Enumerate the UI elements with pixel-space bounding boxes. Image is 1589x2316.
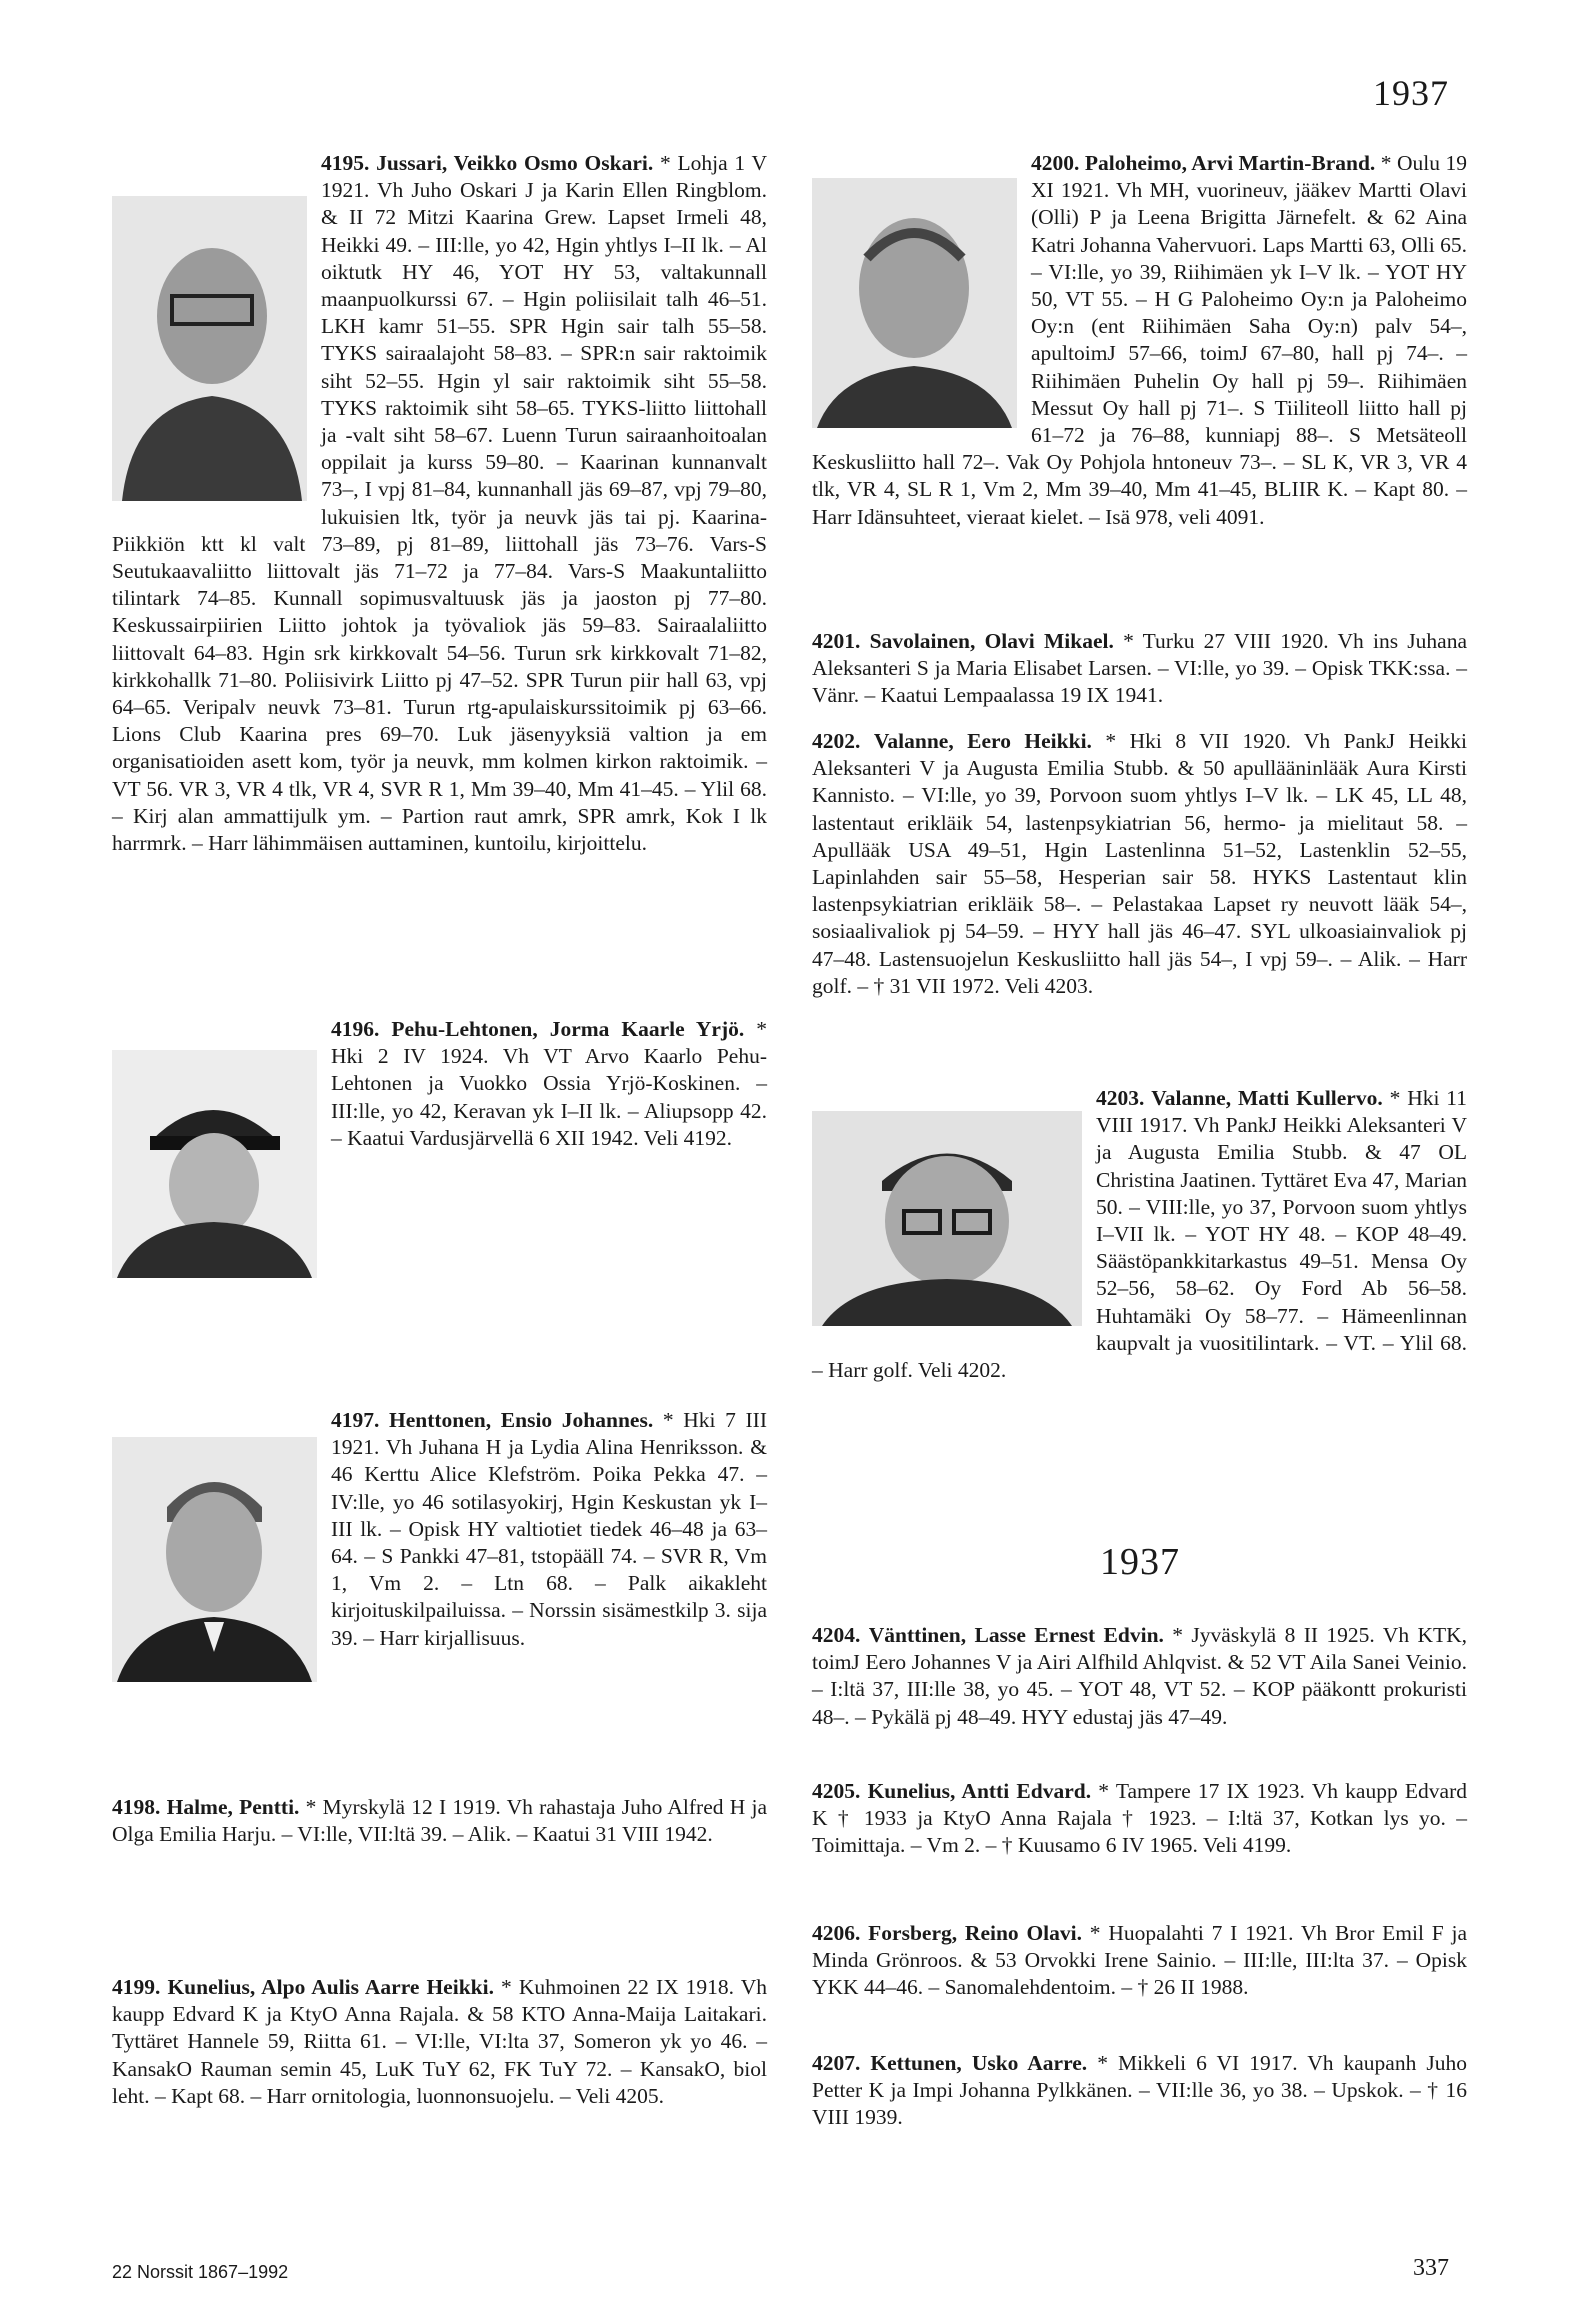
entry-text: * Myrskylä 12 I 1919. Vh rahastaja Juho Alfred H ja Olga Emilia Harju. – VI:lle, VII:ltä 39. – Alik. – Kaatui 31 VIII 1942.: [112, 1795, 768, 1847]
portrait-icon: [812, 178, 1017, 428]
entry-text: * Huopalahti 7 I 1921. Vh Bror Emil F ja Minda Grönroos. & 53 Orvokki Irene Sainio. – III:lle, III:lta 37. – Opisk YKK 44–46. – Sanomalehdentoim. – † 26 II 1988.: [812, 1921, 1467, 2000]
entry-number: 4198.: [112, 1795, 161, 1819]
entry-text: * Kuhmoinen 22 IX 1918. Vh kaupp Edvard K ja KtyO Anna Rajala. & 58 KTO Anna-Maija Laitakari. Tyttäret Hannele 59, Riitta 61. – VI:lle, VI:lta 37, Someron yk yo 46. – KansakO Rauman semin 45, LuK TuY 62, FK TuY 72. – KansakO, biol leht. – Kapt 68. – Harr ornitologia, luonnonsuojelu. – Veli 4205.: [112, 1975, 768, 2108]
page-number: 337: [1413, 2255, 1449, 2281]
page-year-header: 1937: [1373, 73, 1449, 113]
entry-name: Halme, Pentti.: [166, 1795, 300, 1819]
entry-text: * Turku 27 VIII 1920. Vh ins Juhana Aleksanteri S ja Maria Elisabet Larsen. – VI:lle, yo 39. – Opisk TKK:ssa. – Vänr. – Kaatui Lempaalassa 19 IX 1941.: [812, 629, 1467, 708]
entry-number: 4197.: [331, 1408, 380, 1432]
entry-number: 4205.: [812, 1779, 861, 1803]
entry-text: * Jyväskylä 8 II 1925. Vh KTK, toimJ Eero Johannes V ja Airi Alfhild Ahlqvist. & 52 VT Aila Sanei Veinio. – I:ltä 37, III:lle 38, yo 45. – YOT 48, VT 52. – KOP pääkontt prokuristi 48–. – Pykälä pj 48–49. HYY edustaj jäs 47–49.: [812, 1623, 1468, 1729]
footer-book-title: 22 Norssit 1867–1992: [112, 2262, 289, 2282]
entry-text: * Mikkeli 6 VI 1917. Vh kaupanh Juho Petter K ja Impi Johanna Pylkkänen. – VII:lle 36, yo 38. – Upskok. – † 16 VIII 1939.: [812, 2051, 1467, 2130]
entry-4199: [112, 1974, 767, 2110]
portrait-icon: [112, 1050, 317, 1278]
entry-name: Pehu-Lehtonen, Jorma Kaarle Yrjö.: [391, 1017, 745, 1041]
entry-name: Valanne, Matti Kullervo.: [1151, 1086, 1383, 1110]
entry-name: Kunelius, Alpo Aulis Aarre Heikki.: [167, 1975, 494, 1999]
entry-4197: [112, 1407, 767, 1686]
entry-name: Kunelius, Antti Edvard.: [867, 1779, 1092, 1803]
entry-4207: [812, 2050, 1467, 2132]
portrait-photo: [112, 196, 307, 501]
entry-number: 4195.: [321, 151, 370, 175]
portrait-photo: [812, 1111, 1082, 1326]
entry-number: 4207.: [812, 2051, 861, 2075]
entry-text: * Tampere 17 IX 1923. Vh kaupp Edvard K † 1933 ja KtyO Anna Rajala † 1923. – I:ltä 37, Kotkan lys yo. – Toimittaja. – Vm 2. – † Kuusamo 6 IV 1965. Veli 4199.: [812, 1779, 1468, 1858]
entry-text: * Oulu 19 XI 1921. Vh MH, vuorineuv, jääkev Martti Olavi (Olli) P ja Leena Brigitta Järnefelt. & 62 Aina Katri Johanna Vahervuori. Laps Martti 63, Olli 65. – VI:lle, yo 39, Riihimäen yk I–V lk. – YOT HY 50, VT 55. – H G Paloheimo Oy:n ja Paloheimo Oy:n (ent Riihimäen Saha Oy:n) palv 54–, apultoimJ 57–66, toimJ 67–80, hall pj 74–. – Riihimäen Puhelin Oy hall pj 59–. Riihimäen Messut Oy hall pj 71–. S Tiiliteoll liitto hall pj 61–72 ja 76–88, kunniapj 88–. S Metsäteoll Keskusliitto hall 72–. Vak Oy Pohjola hntoneuv 73–. – SL K, VR 3, VR 4 tlk, VR 4, SL R 1, Vm 2, Mm 39–40, Mm 41–45, BLIIR K. – Kapt 80. – Harr Idänsuhteet, vieraat kielet. – Isä 978, veli 4091.: [812, 151, 1468, 529]
entry-number: 4201.: [812, 629, 861, 653]
entry-4203: [812, 1085, 1467, 1384]
entry-text: * Hki 8 VII 1920. Vh PankJ Heikki Aleksanteri V ja Augusta Emilia Stubb. & 50 apullääninlääk Aura Kirsti Kannisto. – VI:lle, yo 39, Porvoon suom yhtlys I–V lk. – LK 45, LL 48, lastentaut erikläik 54, lastenpsykiatrian 56, hermo- ja mielitaut 58. – Apullääk USA 49–51, Hgin Lastenlinna 51–52, Lastenklin 52–55, Lapinlahden sair 55–58, Hesperian sair 58. HYKS Lastentaut klin lastenpsykiatrian erikläik 58–. – Pelastakaa Lapset ry neuvott lääk 54–, sosiaalivaliok pj 54–59. – HYY hall jäs 46–47. SYL ulkoasiainvaliok pj 47–48. Lastensuojelun Keskusliitto hall jäs 54–, I vpj 59–. – Alik. – Harr golf. – † 31 VII 1972. Veli 4203.: [812, 729, 1467, 998]
entry-name: Paloheimo, Arvi Martin-Brand.: [1084, 151, 1376, 175]
entry-4205: [812, 1778, 1467, 1860]
entry-name: Jussari, Veikko Osmo Oskari.: [376, 151, 654, 175]
entry-name: Forsberg, Reino Olavi.: [868, 1921, 1082, 1945]
entry-4204: [812, 1622, 1467, 1731]
entry-name: Henttonen, Ensio Johannes.: [389, 1408, 654, 1432]
entry-4195: [112, 150, 767, 857]
entry-name: Valanne, Eero Heikki.: [873, 729, 1092, 753]
portrait-icon: [112, 196, 307, 501]
entry-text: * Lohja 1 V 1921. Vh Juho Oskari J ja Karin Ellen Ringblom. & II 72 Mitzi Kaarina Grew. Lapset Irmeli 48, Heikki 49. – III:lle, yo 42, Hgin yhtlys I–II lk. – Al oiktutk HY 46, YOT HY 53, valtakunnall maanpuolkurssi 67. – Hgin poliisilait talh 46–51. LKH kamr 51–55. SPR Hgin sair talh 55–58. TYKS sairaalajoht 58–83. – SPR:n sair raktoimik siht 52–55. Hgin yl sair raktoimik siht 55–58. TYKS raktoimik siht 58–65. TYKS-liitto liittohall ja -valt siht 58–67. Luenn Turun sairaanhoitoalan oppilait ja kurss 59–80. – Kaarinan kunnanvalt 73–, I vpj 81–84, kunnanhall jäs 69–87, vpj 79–80, lukuisien ltk, työr ja neuvk jäs tai pj. Kaarina-Piikkiön ktt kl valt 73–89, pj 81–89, liittohall jäs 73–76. Vars-S Seutukaavaliitto liittovalt jäs 71–72 ja 77–84. Vars-S Maakuntaliitto tilintark 74–85. Kunnall sopimusvaltuusk jäs ja jaoston pj 77–80. Keskussairpiirien Liitto johtok ja työvaliok jäs 59–83. Sairaalaliitto liittovalt 64–83. Hgin srk kirkkovalt 54–56. Turun srk kirkkovalt 71–82, kirkkohallk 71–80. Poliisivirk Liitto pj 47–52. SPR Turun piir hall 63, vpj 64–65. Veripalv neuvk 73–81. Turun rtg-apulaiskurssitoimik pj 63–66. Lions Club Kaarina pres 69–70. Luk jäsenyyksiä valtion ja em organisatioiden asett kom, työr ja neuvk, mm kolmen kirkon raktoimik. – VT 56. VR 3, VR 4 tlk, VR 4, SVR R 1, Mm 39–40, Mm 41–45. – Ylil 68. – Kirj alan ammattijulk ym. – Partion raut amrk, SPR amrk, Kok I lk harrmrk. – Harr lähimmäisen auttaminen, kuntoilu, kirjoittelu.: [112, 151, 767, 856]
entry-name: Vänttinen, Lasse Ernest Edvin.: [868, 1623, 1164, 1647]
entry-number: 4203.: [1096, 1086, 1145, 1110]
entry-name: Kettunen, Usko Aarre.: [870, 2051, 1088, 2075]
entry-number: 4196.: [331, 1017, 380, 1041]
entry-4196: [112, 1016, 767, 1282]
portrait-photo: [812, 178, 1017, 428]
entry-number: 4206.: [812, 1921, 861, 1945]
entry-name: Savolainen, Olavi Mikael.: [869, 629, 1114, 653]
entry-number: 4200.: [1031, 151, 1080, 175]
portrait-icon: [812, 1111, 1082, 1326]
entry-4200: [812, 150, 1467, 531]
entry-number: 4199.: [112, 1975, 161, 1999]
portrait-photo: [112, 1437, 317, 1682]
entry-text: * Hki 11 VIII 1917. Vh PankJ Heikki Aleksanteri V ja Augusta Emilia Stubb. & 47 OL Christina Jaatinen. Tyttäret Eva 47, Marian 50. – VIII:lle, yo 37, Porvoon suom yhtlys I–VII lk. – YOT HY 48. – KOP 48–49. Säästöpankkitarkastus 49–51. Mensa Oy 52–56, 58–62. Oy Ford Ab 56–58. Huhtamäki Oy 58–77. – Hämeenlinnan kaupvalt ja vuositilintark. – VT. – Ylil 68. – Harr golf. Veli 4202.: [812, 1086, 1467, 1383]
entry-4202: [812, 728, 1467, 1000]
portrait-icon: [112, 1437, 317, 1682]
entry-4198: [112, 1794, 767, 1848]
entry-text: * Hki 2 IV 1924. Vh VT Arvo Kaarlo Pehu-Lehtonen ja Vuokko Ossia Yrjö-Koskinen. – III:lle, yo 42, Keravan yk I–II lk. – Aliupsopp 42. – Kaatui Vardusjärvellä 6 XII 1942. Veli 4192.: [331, 1017, 767, 1150]
section-year-heading: 1937: [1100, 1541, 1180, 1583]
entry-number: 4202.: [812, 729, 861, 753]
entry-4206: [812, 1920, 1467, 2002]
entry-text: * Hki 7 III 1921. Vh Juhana H ja Lydia Alina Henriksson. & 46 Kerttu Alice Klefström. Poika Pekka 47. – IV:lle, yo 46 sotilasyokirj, Hgin Keskustan yk I–III lk. – Opisk HY valtiotiet tiedek 46–48 ja 63–64. – S Pankki 47–81, tstopääll 74. – SVR R, Vm 1, Vm 2. – Ltn 68. – Palk aikakleht kirjoituskilpailuissa. – Norssin sisämestkilp 3. sija 39. – Harr kirjallisuus.: [331, 1408, 768, 1650]
portrait-photo: [112, 1050, 317, 1278]
entry-number: 4204.: [812, 1623, 861, 1647]
entry-4201: [812, 628, 1467, 710]
